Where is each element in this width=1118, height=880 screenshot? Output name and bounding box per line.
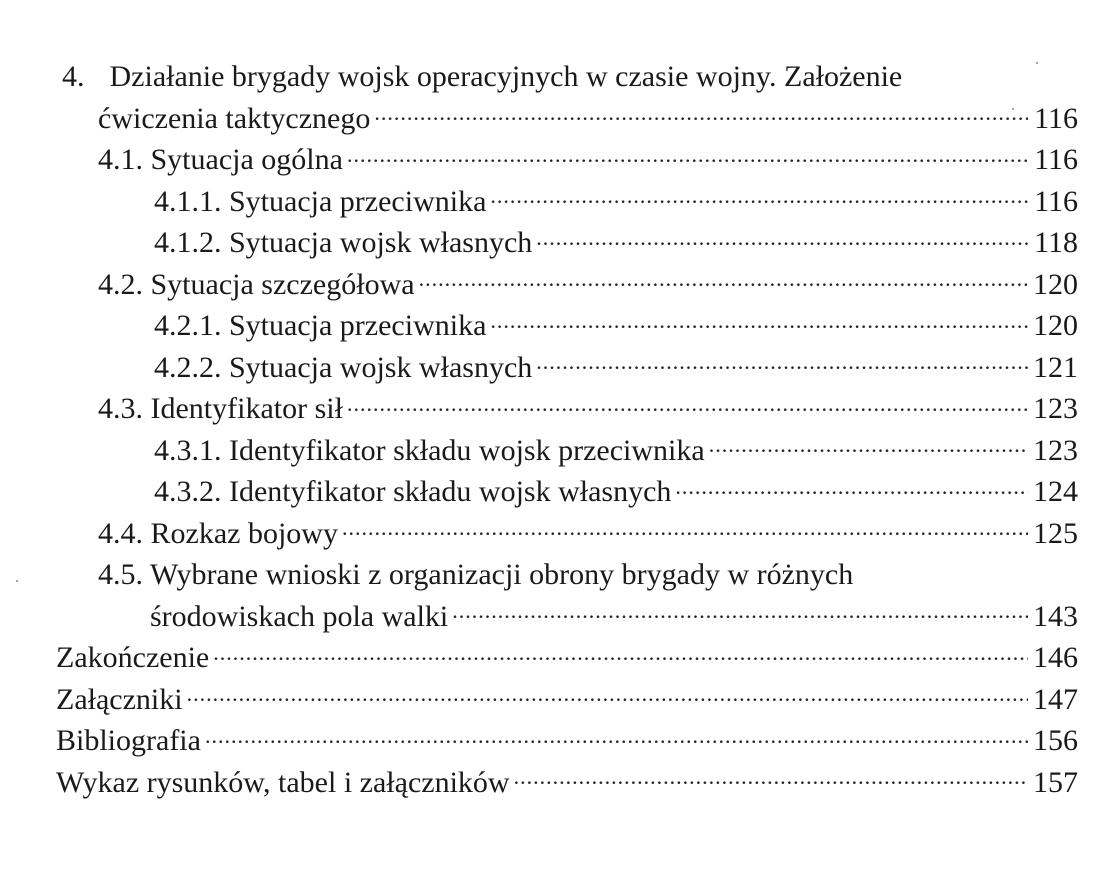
toc-entry-4-3-2	[56, 471, 1078, 513]
toc-leader-dots	[536, 222, 1028, 252]
toc-leader-dots	[452, 596, 1028, 626]
toc-entry-zakonczenie	[56, 637, 1078, 679]
toc-entry-number: 4.3.	[98, 392, 143, 425]
toc-page-number: 120	[1033, 267, 1078, 301]
toc-entry-wykaz	[56, 762, 1078, 804]
scan-speck	[1036, 62, 1038, 64]
toc-entry-title: Sytuacja ogólna	[150, 143, 343, 176]
toc-leader-dots	[536, 347, 1028, 377]
toc-entry-number: 4.2.1.	[154, 309, 222, 342]
toc-page-number: 143	[1033, 599, 1078, 633]
toc-leader-dots	[419, 264, 1028, 294]
toc-entry-title: Bibliografia	[56, 724, 201, 757]
toc-entry-4-1-2	[56, 222, 1078, 264]
toc-entry-title: Załączniki	[56, 682, 183, 716]
toc-entry-chapter-4-continued	[56, 98, 1078, 140]
toc-entry-zalaczniki	[56, 679, 1078, 721]
toc-leader-dots	[709, 430, 1028, 460]
toc-page-number: 116	[1034, 184, 1078, 218]
toc-entry-title: Sytuacja przeciwnika	[229, 184, 487, 218]
toc-page-number: 157	[1033, 765, 1078, 799]
toc-entry-title: Sytuacja przeciwnika	[229, 309, 487, 342]
toc-entry-4-3	[56, 388, 1078, 430]
toc-entry-number: 4.2.2.	[154, 350, 222, 384]
toc-leader-dots	[675, 471, 1028, 501]
toc-leader-dots	[205, 720, 1028, 750]
toc-entry-title: Sytuacja wojsk własnych	[229, 226, 533, 259]
toc-entry-number: 4.4.	[98, 516, 143, 550]
toc-page-number: 156	[1033, 724, 1078, 757]
toc-entry-number: 4.5.	[98, 558, 143, 591]
toc-entry-title: Wykaz rysunków, tabel i załączników	[56, 765, 510, 799]
toc-page-number: 123	[1033, 392, 1078, 425]
toc-leader-dots	[342, 513, 1028, 543]
toc-leader-dots	[374, 98, 1028, 128]
toc-entry-title: Rozkaz bojowy	[150, 516, 338, 550]
toc-entry-bibliografia	[56, 720, 1078, 762]
toc-page-number: 147	[1033, 682, 1078, 716]
toc-page-number: 120	[1033, 309, 1078, 342]
scan-speck	[1012, 108, 1014, 110]
toc-page-number: 118	[1034, 226, 1078, 259]
toc-entry-number: 4.3.1.	[154, 433, 222, 467]
toc-entry-4-5-continued	[56, 596, 1078, 638]
toc-entry-number: 4.2.	[98, 267, 143, 301]
toc-leader-dots	[347, 139, 1028, 169]
toc-entry-number: 4.	[62, 60, 85, 93]
toc-entry-4-1-1	[56, 181, 1078, 223]
table-of-contents	[56, 56, 1078, 803]
scan-speck	[16, 580, 18, 582]
toc-entry-number: 4.3.2.	[154, 475, 222, 508]
toc-entry-number: 4.1.2.	[154, 226, 222, 259]
toc-entry-4-5	[56, 554, 1078, 596]
toc-entry-title: Identyfikator składu wojsk przeciwnika	[229, 433, 705, 467]
toc-page-number: 116	[1034, 101, 1078, 135]
toc-page-number: 125	[1033, 516, 1078, 550]
toc-entry-title: Identyfikator składu wojsk własnych	[229, 475, 672, 508]
toc-entry-4-2-1	[56, 305, 1078, 347]
toc-entry-title: środowiskach pola walki	[150, 599, 449, 633]
toc-entry-title: Działanie brygady wojsk operacyjnych w czasie wojny. Założenie	[109, 60, 903, 93]
toc-entry-title: ćwiczenia taktycznego	[98, 101, 371, 135]
toc-entry-4-4	[56, 513, 1078, 555]
toc-entry-chapter-4	[56, 56, 1078, 98]
toc-entry-number: 4.1.	[98, 143, 143, 176]
toc-entry-title: Sytuacja wojsk własnych	[229, 350, 533, 384]
toc-entry-title: Wybrane wnioski z organizacji obrony brygady w różnych	[149, 558, 854, 591]
toc-page-number: 116	[1034, 143, 1078, 176]
toc-entry-title: Sytuacja szczegółowa	[150, 267, 415, 301]
toc-page-number: 124	[1033, 475, 1078, 508]
toc-entry-4-3-1	[56, 430, 1078, 472]
toc-entry-4-1	[56, 139, 1078, 181]
toc-leader-dots	[347, 388, 1028, 418]
toc-entry-title: Identyfikator sił	[150, 392, 343, 425]
toc-page-number: 146	[1033, 641, 1078, 674]
toc-page-number: 121	[1033, 350, 1078, 384]
toc-leader-dots	[187, 679, 1028, 709]
toc-entry-title: Zakończenie	[56, 641, 210, 674]
toc-leader-dots	[514, 762, 1028, 792]
toc-page-number: 123	[1033, 433, 1078, 467]
toc-entry-4-2-2	[56, 347, 1078, 389]
toc-entry-4-2	[56, 264, 1078, 306]
toc-leader-dots	[490, 181, 1028, 211]
toc-entry-number: 4.1.1.	[154, 184, 222, 218]
toc-leader-dots	[490, 305, 1028, 335]
toc-leader-dots	[213, 637, 1028, 667]
